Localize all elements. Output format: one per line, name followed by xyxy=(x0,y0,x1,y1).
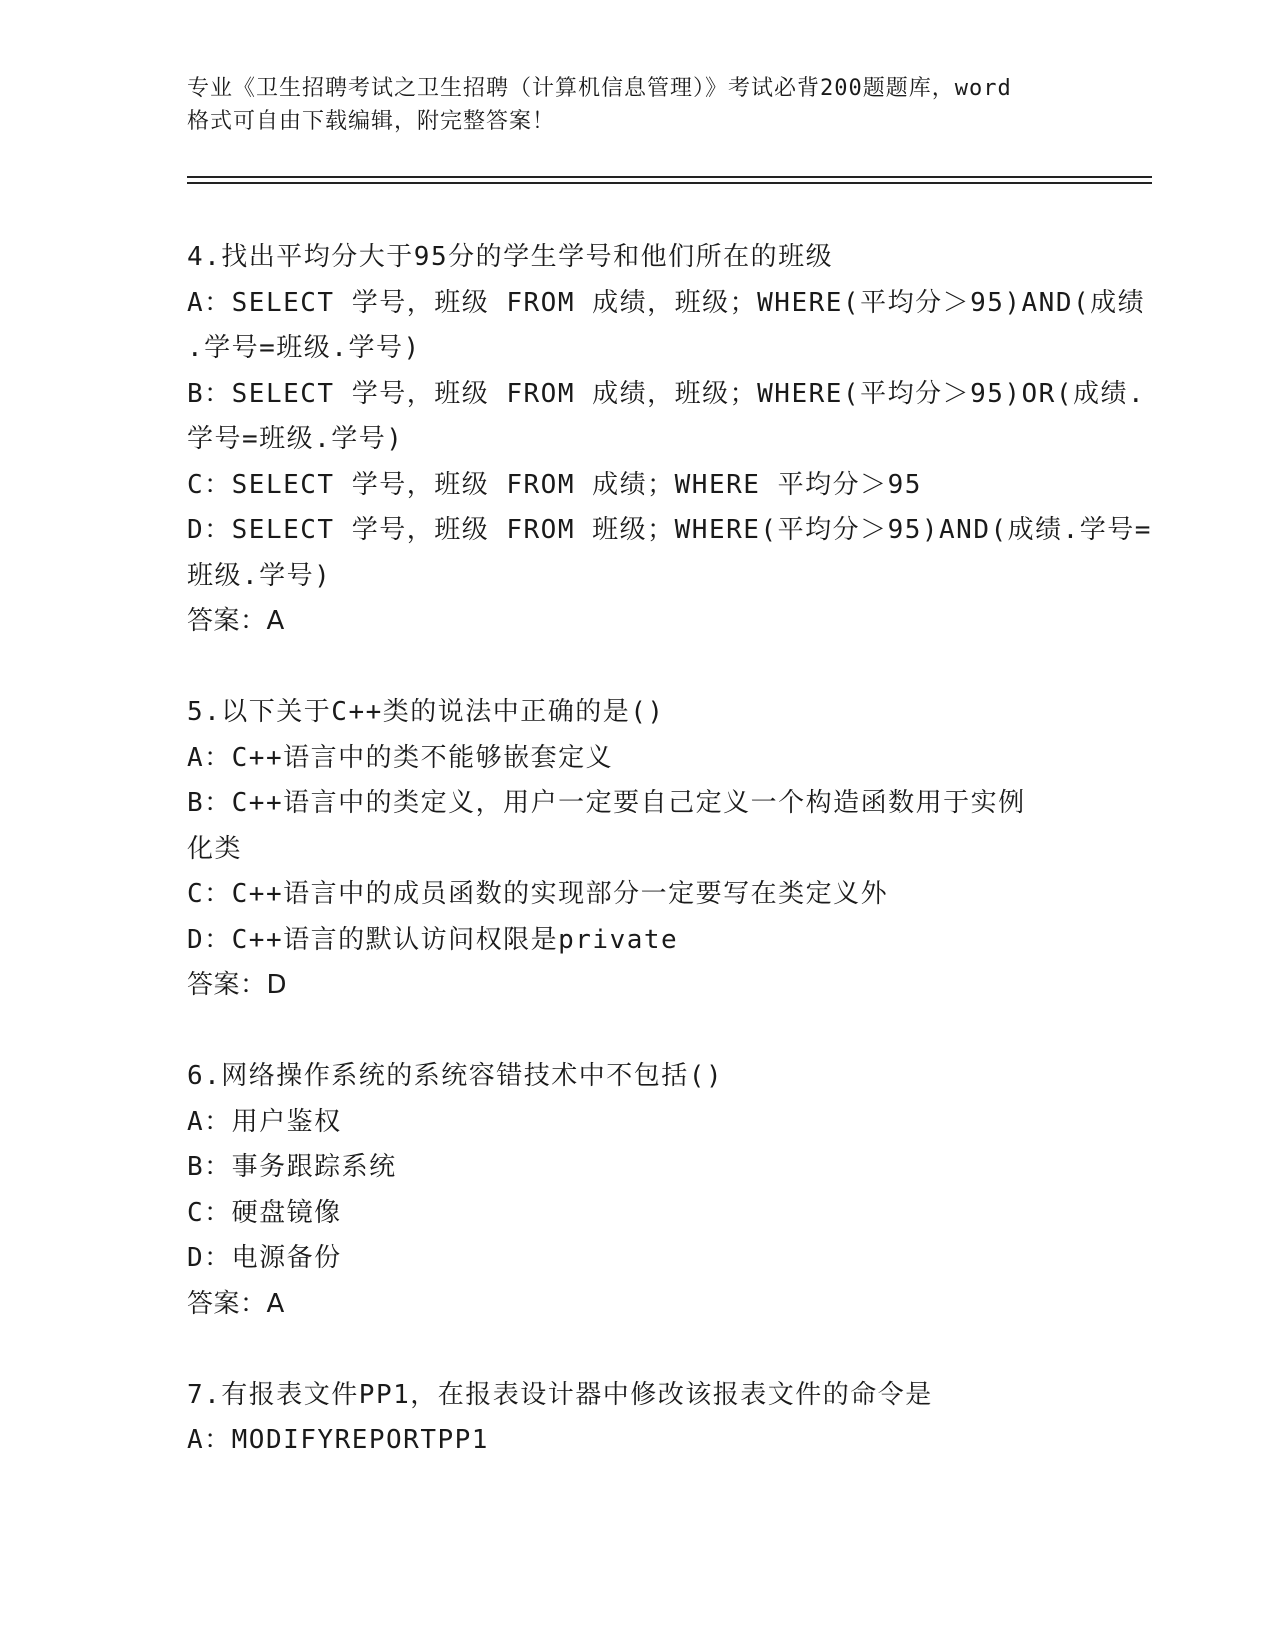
answer-line: 答案：D xyxy=(187,970,288,1000)
option-line: C：硬盘镜像 xyxy=(187,1197,342,1228)
option-line: D：SELECT 学号，班级 FROM 班级；WHERE(平均分＞95)AND(成绩.学号= xyxy=(187,515,1152,545)
question-4 xyxy=(187,235,1152,645)
option-line: 班级.学号) xyxy=(187,560,332,591)
question-6 xyxy=(187,1054,1087,1327)
answer-line: 答案：A xyxy=(187,1288,285,1319)
question-title: 7.有报表文件PP1，在报表设计器中修改该报表文件的命令是 xyxy=(187,1379,933,1410)
question-list xyxy=(187,235,1152,1464)
document-header xyxy=(187,72,1087,138)
option-line: A：用户鉴权 xyxy=(187,1106,342,1137)
question-title: 5.以下关于C++类的说法中正确的是() xyxy=(187,697,665,727)
option-line: 化类 xyxy=(187,833,243,864)
option-line: B：事务跟踪系统 xyxy=(187,1152,397,1182)
header-divider-top xyxy=(187,176,1152,178)
option-line: D：电源备份 xyxy=(187,1243,342,1273)
option-line: A：C++语言中的类不能够嵌套定义 xyxy=(187,742,614,773)
answer-line: 答案：A xyxy=(187,606,285,636)
question-title: 4.找出平均分大于95分的学生学号和他们所在的班级 xyxy=(187,242,834,272)
option-line: A：SELECT 学号，班级 FROM 成绩，班级；WHERE(平均分＞95)AND(成绩 xyxy=(187,287,1146,318)
question-spacer xyxy=(187,645,1087,691)
question-spacer xyxy=(187,1009,1087,1055)
question-5 xyxy=(187,690,1087,1009)
option-line: A：MODIFYREPORTPP1 xyxy=(187,1425,489,1455)
option-line: C：C++语言中的成员函数的实现部分一定要写在类定义外 xyxy=(187,879,889,909)
option-line: B：C++语言中的类定义，用户一定要自己定义一个构造函数用于实例 xyxy=(187,788,1026,818)
header-divider-bottom xyxy=(187,182,1152,184)
option-line: C：SELECT 学号，班级 FROM 成绩；WHERE 平均分＞95 xyxy=(187,469,922,500)
header-line-1: 专业《卫生招聘考试之卫生招聘（计算机信息管理）》考试必背200题题库，word xyxy=(187,76,1012,101)
option-line: 学号=班级.学号) xyxy=(187,424,404,454)
option-line: .学号=班级.学号) xyxy=(187,333,421,363)
question-7 xyxy=(187,1373,1087,1464)
header-line-2: 格式可自由下载编辑，附完整答案！ xyxy=(187,109,556,134)
option-line: D：C++语言的默认访问权限是private xyxy=(187,924,679,955)
question-spacer xyxy=(187,1327,1087,1373)
question-title: 6.网络操作系统的系统容错技术中不包括() xyxy=(187,1061,724,1091)
option-line: B：SELECT 学号，班级 FROM 成绩，班级；WHERE(平均分＞95)OR(成绩. xyxy=(187,378,1146,409)
